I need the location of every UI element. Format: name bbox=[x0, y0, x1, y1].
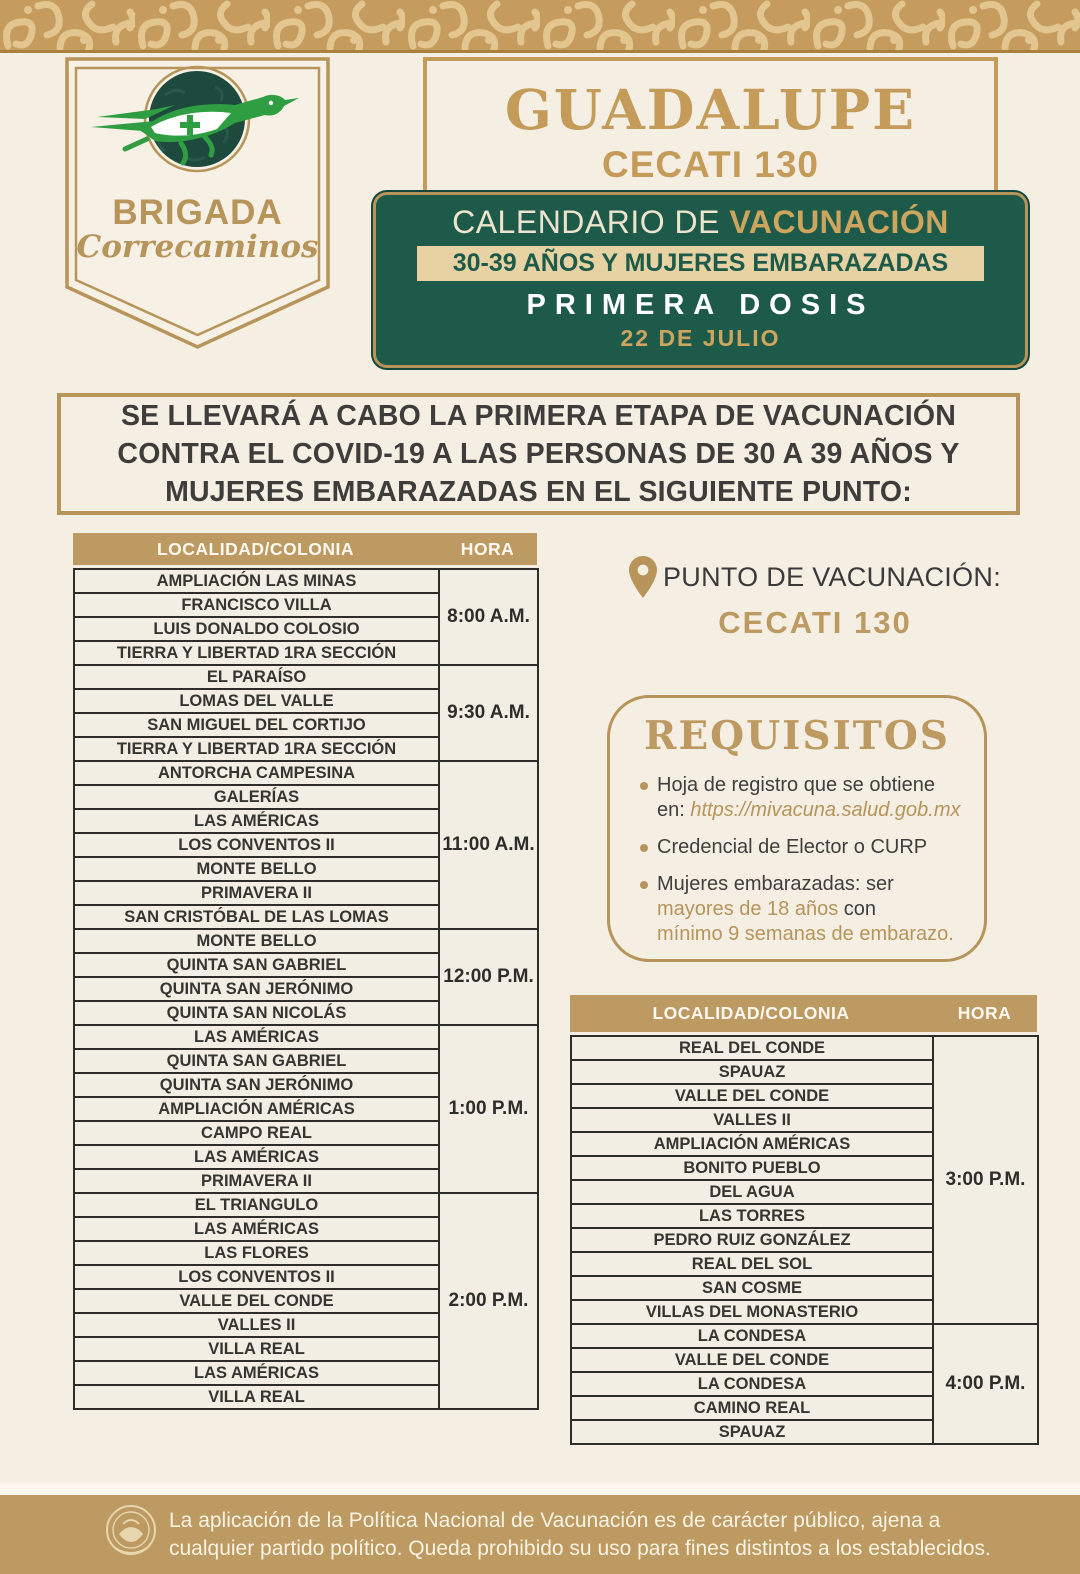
locality-cell: VALLE DEL CONDE bbox=[571, 1348, 933, 1372]
requirement-text: Mujeres embarazadas: ser bbox=[657, 873, 894, 895]
statement-line: CONTRA EL COVID-19 A LAS PERSONAS DE 30 A 39 AÑOS Y bbox=[117, 438, 960, 470]
time-cell: 11:00 A.M. bbox=[439, 761, 538, 929]
locality-cell: LAS AMÉRICAS bbox=[74, 1217, 439, 1241]
locality-cell: QUINTA SAN JERÓNIMO bbox=[74, 977, 439, 1001]
locality-cell: REAL DEL SOL bbox=[571, 1252, 933, 1276]
badge-title: BRIGADA bbox=[112, 193, 283, 232]
calendar-banner bbox=[373, 192, 1028, 368]
requirement-text: Credencial de Elector o CURP bbox=[657, 836, 928, 858]
table-header bbox=[73, 533, 537, 565]
locality-cell: TIERRA Y LIBERTAD 1RA SECCIÓN bbox=[74, 737, 439, 761]
time-cell: 2:00 P.M. bbox=[439, 1193, 538, 1409]
table-row bbox=[571, 1036, 1038, 1060]
locality-cell: FRANCISCO VILLA bbox=[74, 593, 439, 617]
locality-cell: LAS AMÉRICAS bbox=[74, 1025, 439, 1049]
time-cell: 12:00 P.M. bbox=[439, 929, 538, 1025]
locality-cell: MONTE BELLO bbox=[74, 857, 439, 881]
table-row bbox=[571, 1324, 1038, 1348]
locality-cell: QUINTA SAN JERÓNIMO bbox=[74, 1073, 439, 1097]
locality-cell: AMPLIACIÓN LAS MINAS bbox=[74, 569, 439, 593]
table-row bbox=[74, 1193, 538, 1217]
locality-cell: AMPLIACIÓN AMÉRICAS bbox=[571, 1132, 933, 1156]
badge-subtitle: Correcaminos bbox=[76, 229, 319, 265]
locality-cell: MONTE BELLO bbox=[74, 929, 439, 953]
locality-cell: CAMINO REAL bbox=[571, 1396, 933, 1420]
locality-cell: VALLES II bbox=[571, 1108, 933, 1132]
table-row bbox=[74, 665, 538, 689]
registration-url-link[interactable]: https://mivacuna.salud.gob.mx bbox=[690, 799, 961, 821]
time-cell: 4:00 P.M. bbox=[933, 1324, 1038, 1444]
time-cell: 1:00 P.M. bbox=[439, 1025, 538, 1193]
table-row bbox=[74, 761, 538, 785]
locality-cell: SAN CRISTÓBAL DE LAS LOMAS bbox=[74, 905, 439, 929]
schedule-table-left bbox=[73, 533, 537, 1410]
roadrunner-bird-icon bbox=[85, 65, 310, 175]
locality-cell: QUINTA SAN GABRIEL bbox=[74, 953, 439, 977]
locality-cell: LOS CONVENTOS II bbox=[74, 1265, 439, 1289]
locality-cell: REAL DEL CONDE bbox=[571, 1036, 933, 1060]
table-header bbox=[570, 995, 1037, 1032]
locality-cell: LAS FLORES bbox=[74, 1241, 439, 1265]
dose-label: PRIMERA DOSIS bbox=[526, 289, 875, 321]
statement-line: SE LLEVARÁ A CABO LA PRIMERA ETAPA DE VACUNACIÓN bbox=[120, 400, 957, 432]
requirement-text: en: bbox=[657, 799, 691, 821]
audience-band: 30-39 AÑOS Y MUJERES EMBARAZADAS bbox=[417, 246, 984, 281]
locality-cell: VILLAS DEL MONASTERIO bbox=[571, 1300, 933, 1324]
requirement-item bbox=[640, 773, 970, 823]
requirement-item bbox=[640, 835, 970, 860]
locality-cell: CAMPO REAL bbox=[74, 1121, 439, 1145]
locality-cell: EL PARAÍSO bbox=[74, 665, 439, 689]
location-pin-icon bbox=[629, 556, 657, 598]
aztec-pattern-band-icon bbox=[0, 0, 1080, 53]
locality-cell: VALLE DEL CONDE bbox=[571, 1084, 933, 1108]
locality-cell: AMPLIACIÓN AMÉRICAS bbox=[74, 1097, 439, 1121]
locality-cell: LAS AMÉRICAS bbox=[74, 1145, 439, 1169]
locality-cell: SPAUAZ bbox=[571, 1420, 933, 1444]
calendar-title-accent: VACUNACIÓN bbox=[729, 204, 949, 240]
locality-cell: LUIS DONALDO COLOSIO bbox=[74, 617, 439, 641]
statement-box bbox=[57, 393, 1020, 515]
calendar-title bbox=[376, 204, 1025, 241]
locality-cell: SPAUAZ bbox=[571, 1060, 933, 1084]
page-title-site: CECATI 130 bbox=[602, 144, 819, 185]
locality-cell: LA CONDESA bbox=[571, 1372, 933, 1396]
table-body bbox=[74, 569, 538, 1409]
requirement-text-highlight: mínimo 9 semanas de embarazo. bbox=[657, 923, 954, 945]
locality-cell: LAS AMÉRICAS bbox=[74, 1361, 439, 1385]
locality-cell: SAN COSME bbox=[571, 1276, 933, 1300]
footer-divider bbox=[0, 1483, 1080, 1495]
requirement-text: con bbox=[838, 898, 877, 920]
time-cell: 9:30 A.M. bbox=[439, 665, 538, 761]
column-header-locality: LOCALIDAD/COLONIA bbox=[156, 538, 355, 559]
locality-cell: VALLES II bbox=[74, 1313, 439, 1337]
locality-cell: PRIMAVERA II bbox=[74, 1169, 439, 1193]
locality-cell: LOMAS DEL VALLE bbox=[74, 689, 439, 713]
locality-cell: BONITO PUEBLO bbox=[571, 1156, 933, 1180]
calendar-title-plain: CALENDARIO DE bbox=[452, 204, 730, 240]
locality-cell: VILLA REAL bbox=[74, 1337, 439, 1361]
locality-cell: ANTORCHA CAMPESINA bbox=[74, 761, 439, 785]
brigada-badge bbox=[65, 57, 330, 352]
requirements-box bbox=[607, 695, 987, 962]
column-header-time: HORA bbox=[460, 538, 515, 559]
requirement-text-highlight: mayores de 18 años bbox=[657, 898, 839, 920]
locality-cell: VILLA REAL bbox=[74, 1385, 439, 1409]
table-row bbox=[74, 1025, 538, 1049]
locality-cell: QUINTA SAN NICOLÁS bbox=[74, 1001, 439, 1025]
locality-cell: PRIMAVERA II bbox=[74, 881, 439, 905]
locality-cell: LA CONDESA bbox=[571, 1324, 933, 1348]
vaccination-point-value: CECATI 130 bbox=[718, 605, 912, 640]
schedule-table-right bbox=[570, 995, 1037, 1445]
requirement-item bbox=[640, 872, 970, 947]
locality-cell: GALERÍAS bbox=[74, 785, 439, 809]
requirements-list bbox=[640, 773, 970, 947]
locality-cell: LAS AMÉRICAS bbox=[74, 809, 439, 833]
locality-cell: LAS TORRES bbox=[571, 1204, 933, 1228]
date-label: 22 DE JULIO bbox=[620, 325, 781, 351]
requirements-title: REQUISITOS bbox=[644, 713, 950, 759]
locality-cell: DEL AGUA bbox=[571, 1180, 933, 1204]
table-row bbox=[74, 569, 538, 593]
government-seal-icon bbox=[105, 1504, 157, 1566]
locality-cell: TIERRA Y LIBERTAD 1RA SECCIÓN bbox=[74, 641, 439, 665]
footer bbox=[0, 1495, 1080, 1574]
statement-line: MUJERES EMBARAZADAS EN EL SIGUIENTE PUNTO: bbox=[165, 476, 912, 508]
locality-cell: QUINTA SAN GABRIEL bbox=[74, 1049, 439, 1073]
locality-cell: EL TRIANGULO bbox=[74, 1193, 439, 1217]
locality-cell: PEDRO RUIZ GONZÁLEZ bbox=[571, 1228, 933, 1252]
locality-cell: LOS CONVENTOS II bbox=[74, 833, 439, 857]
time-cell: 8:00 A.M. bbox=[439, 569, 538, 665]
requirement-text: Hoja de registro que se obtiene bbox=[657, 774, 935, 796]
time-cell: 3:00 P.M. bbox=[933, 1036, 1038, 1324]
locality-cell: VALLE DEL CONDE bbox=[74, 1289, 439, 1313]
footer-disclaimer-line: cualquier partido político. Queda prohibido su uso para fines distintos a los establecidos. bbox=[169, 1537, 991, 1560]
footer-disclaimer-line: La aplicación de la Política Nacional de Vacunación es de carácter público, ajena a bbox=[169, 1509, 941, 1532]
table-row bbox=[74, 929, 538, 953]
locality-cell: SAN MIGUEL DEL CORTIJO bbox=[74, 713, 439, 737]
column-header-locality: LOCALIDAD/COLONIA bbox=[652, 1003, 850, 1023]
vaccination-point bbox=[595, 556, 1035, 641]
vaccination-point-label: PUNTO DE VACUNACIÓN: bbox=[662, 561, 1002, 592]
column-header-time: HORA bbox=[957, 1003, 1012, 1023]
page-title-city: GUADALUPE bbox=[504, 77, 917, 142]
table-body bbox=[571, 1036, 1038, 1444]
